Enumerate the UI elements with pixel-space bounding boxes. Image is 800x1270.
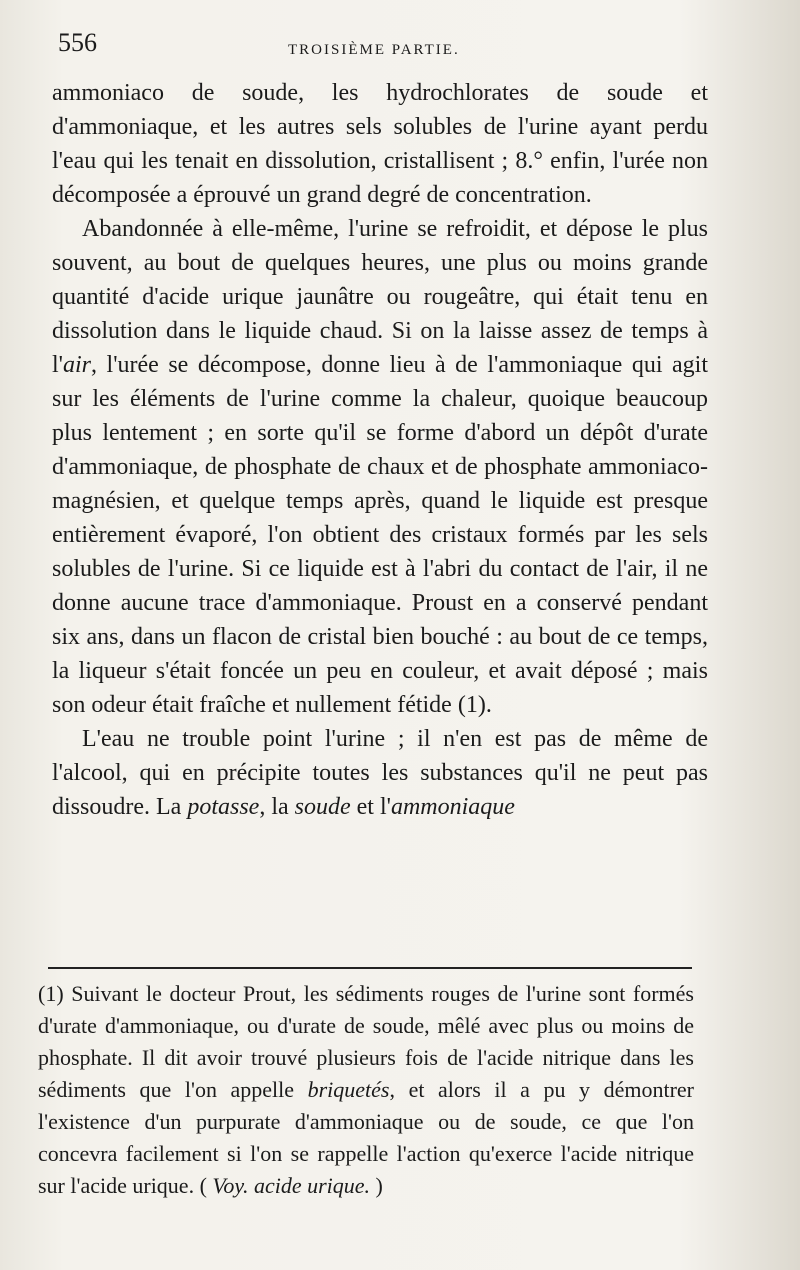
body-text [52, 76, 708, 824]
italic-term: briquetés [307, 1077, 390, 1102]
paragraph [52, 212, 708, 722]
paragraph [52, 722, 708, 824]
footnote-text: ) [370, 1173, 383, 1198]
footnote-text: , et alors il a pu y démontrer l'existence d'un purpurate d'ammoniaque ou de soude, ce que l'on concevra facilement si l'on se rappelle l'action qu'exerce l'acide nitrique sur l'acide urique. ( [38, 1077, 694, 1198]
italic-reference: Voy. acide urique. [212, 1173, 371, 1198]
paragraph-text: ammoniaco de soude, les hydrochlorates de soude et d'ammoniaque, et les autres sels solubles de l'urine ayant perdu l'eau qui les tenait en dissolution, cristallisent ; 8.° enfin, l'urée non décomposée a éprouvé un grand degré de concentration. [52, 80, 708, 208]
footnote-text: (1) Suivant le docteur Prout, les sédiments rouges de l'urine sont formés d'urate d'ammoniaque, ou d'urate de soude, mêlé avec plus ou moins de phosphate. Il dit avoir trouvé plusieurs fois de l'acide nitrique dans les sédiments que l'on appelle [38, 981, 694, 1102]
paragraph-text: , la [259, 794, 295, 820]
page-header [58, 28, 708, 64]
italic-term: ammoniaque [390, 794, 515, 820]
running-head: TROISIÈME PARTIE. [288, 42, 460, 58]
paragraph-text: L'eau ne trouble point l'urine ; il n'en est pas de même de l'alcool, qui en précipite toutes les substances qu'il ne peut pas dissoudre. La [52, 726, 708, 820]
italic-term: potasse [187, 794, 260, 820]
footnote-divider [48, 967, 692, 969]
paragraph-text: Abandonnée à elle-même, l'urine se refroidit, et dépose le plus souvent, au bout de quelques heures, une plus ou moins grande quantité d'acide urique jaunâtre ou rougeâtre, qui était tenu en dissolution dans le liquide chaud. Si on la laisse assez de temps à l' [52, 216, 708, 378]
footnote-paragraph [38, 978, 694, 1202]
page-number: 556 [58, 28, 97, 57]
paragraph [52, 76, 708, 212]
italic-term: air [63, 352, 92, 378]
paragraph-text: , l'urée se décompose, donne lieu à de l'ammoniaque qui agit sur les éléments de l'urine comme la chaleur, quoique beaucoup plus lentement ; en sorte qu'il se forme d'abord un dépôt d'urate d'ammoniaque, de phosphate de chaux et de phosphate ammoniaco-magnésien, et quelque temps après, quand le liquide est presque entièrement évaporé, l'on obtient des cristaux formés par les sels solubles de l'urine. Si ce liquide est à l'abri du contact de l'air, il ne donne aucune trace d'ammoniaque. Proust en a conservé pendant six ans, dans un flacon de cristal bien bouché : au bout de ce temps, la liqueur s'était foncée un peu en couleur, et avait déposé ; mais son odeur était fraîche et nullement fétide (1). [52, 352, 708, 718]
footnote [38, 978, 694, 1202]
italic-term: soude [294, 794, 351, 820]
paragraph-text: et l' [350, 794, 391, 820]
